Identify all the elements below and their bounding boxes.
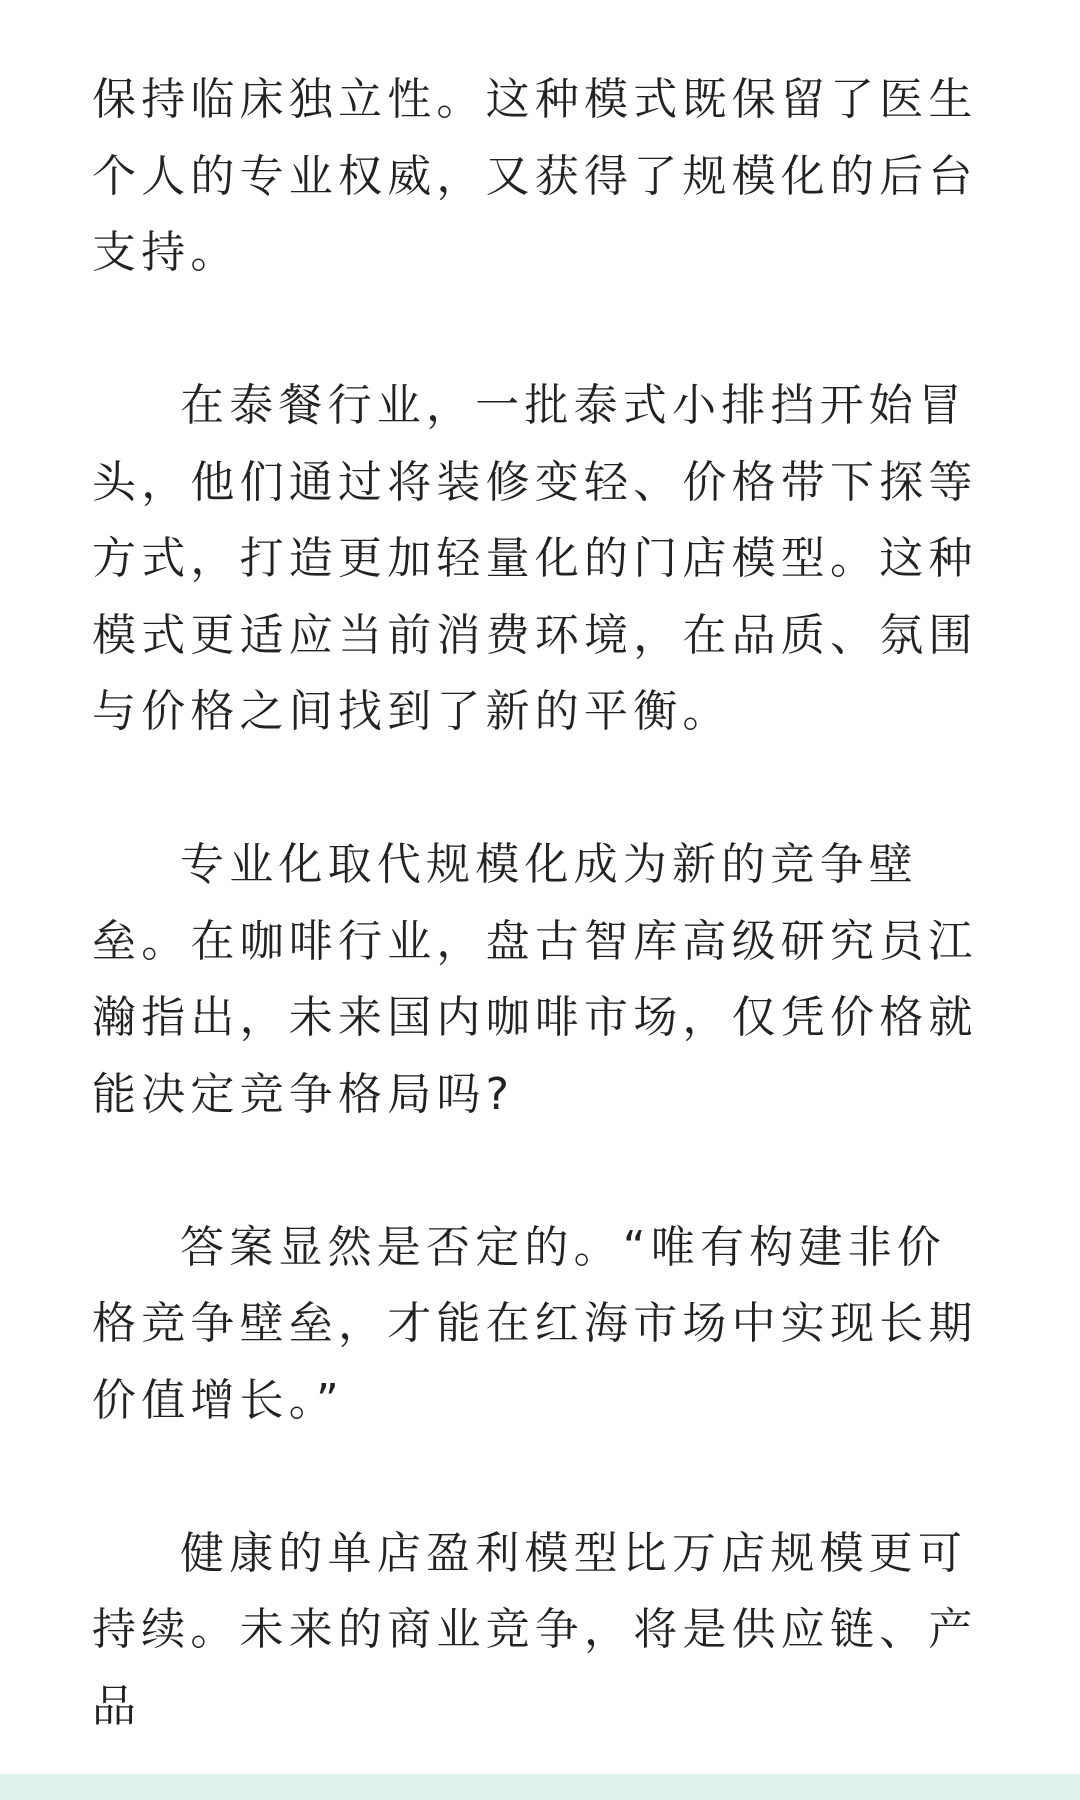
paragraph-3: 专业化取代规模化成为新的竞争壁垒。在咖啡行业，盘古智库高级研究员江瀚指出，未来国内咖啡市场，仅凭价格就能决定竞争格局吗? — [92, 839, 978, 1120]
bottom-decorative-band — [0, 1774, 1080, 1800]
paragraph-5: 健康的单店盈利模型比万店规模更可持续。未来的商业竞争，将是供应链、产品 — [92, 1527, 978, 1732]
paragraph-4: 答案显然是否定的。“唯有构建非价格竞争壁垒，才能在红海市场中实现长期价值增长。” — [92, 1221, 978, 1426]
paragraph-2: 在泰餐行业，一批泰式小排挡开始冒头，他们通过将装修变轻、价格带下探等方式，打造更加轻量化的门店模型。这种模式更适应当前消费环境，在品质、氛围与价格之间找到了新的平衡。 — [92, 380, 978, 737]
paragraph-1: 保持临床独立性。这种模式既保留了医生个人的专业权威，又获得了规模化的后台支持。 — [92, 74, 978, 278]
article-body — [92, 62, 988, 1745]
